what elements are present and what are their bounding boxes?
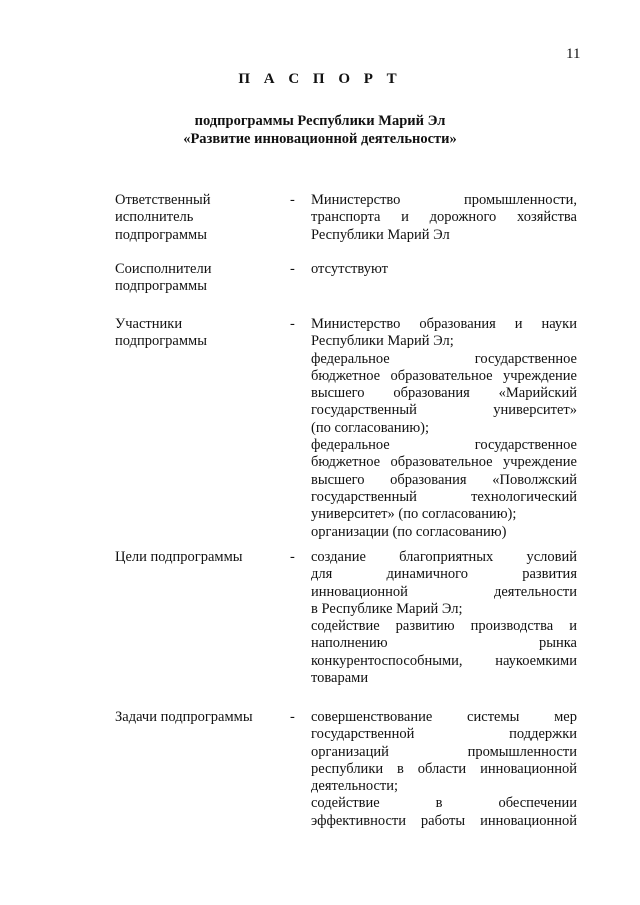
value-line: содействие развитию производства и [311,618,577,635]
value-line: федеральное государственное [311,350,577,367]
value-line: в Республике Марий Эл; [311,600,463,617]
row-label: Цели подпрограммы [115,549,243,565]
value-line: высшего образования «Поволжский [311,471,577,488]
value-line: бюджетное образовательное учреждение [311,367,577,384]
row-value [311,192,577,244]
value-line: (по согласованию); [311,419,430,436]
value-line: Республики Марий Эл; [311,333,454,350]
passport-row-responsible [0,192,640,261]
value-line: эффективности работы инновационной [311,812,577,829]
row-dash: - [290,261,295,277]
row-value [311,709,577,830]
row-label: Ответственный исполнитель подпрограммы [115,192,211,243]
value-line: государственный университет» [311,402,577,419]
row-label: Соисполнители подпрограммы [115,261,212,295]
row-dash: - [290,549,295,565]
row-label: Задачи подпрограммы [115,709,253,725]
passport-row-coexecutors [0,261,640,316]
value-line: конкурентоспособными, наукоемкими [311,652,577,669]
document-subtitle [0,112,640,148]
value-line: Республики Марий Эл [311,226,450,243]
page-number: 11 [566,46,581,62]
value-line: бюджетное образовательное учреждение [311,454,577,471]
value-line: федеральное государственное [311,437,577,454]
passport-row-goals [0,549,640,709]
value-line: Министерство промышленности, [311,192,577,208]
value-line: организаций промышленности [311,743,577,760]
document-title: П А С П О Р Т [238,71,402,87]
value-line: государственный технологический [311,488,577,505]
value-line: высшего образования «Марийский [311,385,577,402]
value-line: деятельности; [311,778,399,795]
value-line: Министерство образования и науки [311,316,577,332]
value-line: создание благоприятных условий [311,549,577,565]
row-dash: - [290,316,295,332]
value-line: транспорта и дорожного хозяйства [311,209,577,226]
subtitle-line-1: подпрограммы Республики Марий Эл [194,113,446,129]
row-dash: - [290,709,295,725]
value-line: инновационной деятельности [311,583,577,600]
row-value [311,316,577,541]
passport-row-tasks [0,709,640,839]
row-label: Участники подпрограммы [115,316,207,350]
value-line: республики в области инновационной [311,760,577,777]
value-line: наполнению рынка [311,635,577,652]
value-line: государственной поддержки [311,726,577,743]
passport-table [0,192,640,839]
passport-row-participants [0,316,640,549]
row-value [311,261,577,278]
value-line: отсутствуют [311,261,388,277]
value-line: для динамичного развития [311,566,577,583]
row-value [311,549,577,687]
row-dash: - [290,192,295,208]
value-line: университет» (по согласованию); [311,506,517,523]
value-line: организации (по согласованию) [311,523,507,540]
value-line: содействие в обеспечении [311,795,577,812]
value-line: совершенствование системы мер [311,709,577,725]
subtitle-line-2: «Развитие инновационной деятельности» [183,131,457,147]
value-line: товарами [311,670,369,687]
